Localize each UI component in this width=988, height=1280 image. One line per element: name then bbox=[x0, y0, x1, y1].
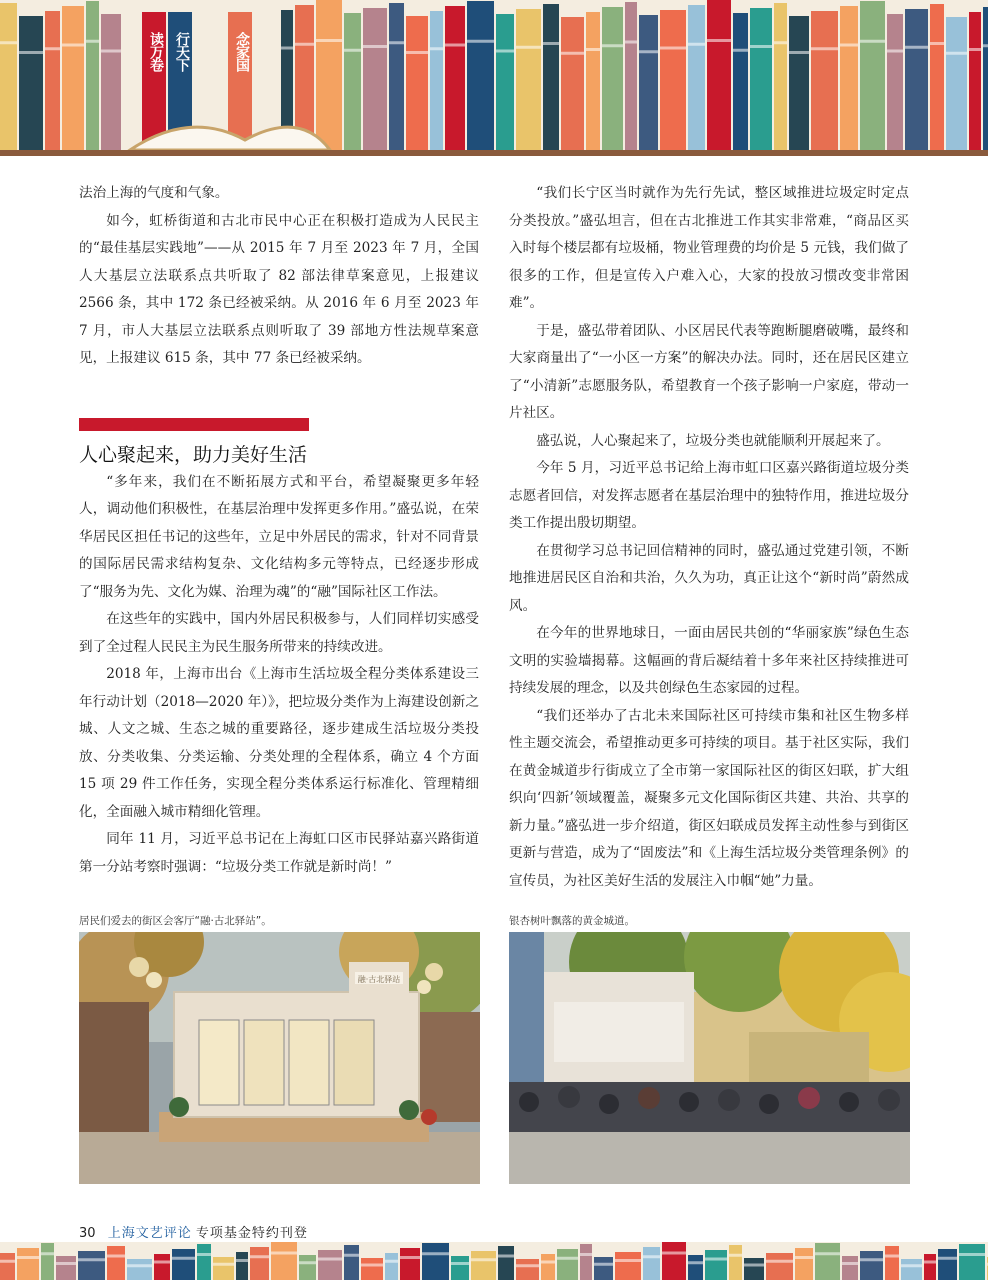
book-band bbox=[615, 1259, 641, 1262]
book-spine bbox=[516, 1259, 539, 1280]
book-spine bbox=[471, 1251, 496, 1280]
book-band bbox=[688, 1261, 703, 1264]
book-band bbox=[361, 1264, 383, 1267]
book-spine bbox=[107, 1246, 125, 1280]
book-spine bbox=[361, 1258, 383, 1280]
book-spine bbox=[969, 12, 981, 156]
book-band bbox=[688, 43, 705, 46]
book-band bbox=[860, 1258, 883, 1261]
book-band bbox=[924, 1261, 936, 1264]
book-spine bbox=[901, 1259, 922, 1280]
book-band bbox=[789, 51, 809, 54]
book-spine bbox=[615, 1252, 641, 1280]
book-band bbox=[707, 39, 731, 42]
book-spine bbox=[406, 16, 428, 156]
book-spine bbox=[774, 3, 787, 156]
book-band bbox=[541, 1261, 555, 1264]
book-band bbox=[887, 50, 903, 53]
book-band bbox=[774, 41, 787, 44]
book-band bbox=[561, 52, 584, 55]
book-band bbox=[154, 1261, 170, 1264]
book-spine bbox=[498, 1246, 514, 1280]
book-spine bbox=[688, 1255, 703, 1280]
section-accent-bar bbox=[79, 418, 309, 431]
book-spine bbox=[729, 1245, 742, 1280]
book-spine bbox=[842, 1256, 858, 1280]
section-heading: 人心聚起来，助力美好生活 bbox=[79, 443, 308, 466]
magazine-name: 上海文艺评论 bbox=[107, 1226, 192, 1241]
book-spine bbox=[197, 1244, 211, 1280]
book-band bbox=[660, 47, 686, 50]
paragraph: 在今年的世界地球日，一面由居民共创的“华丽家族”绿色生态文明的实验墙揭幕。这幅画的背后凝结着十多年来社区持续推进可持续发展的理念，以及共创绿色生态家园的过程。 bbox=[509, 625, 909, 696]
bookshelf-illustration bbox=[0, 1242, 988, 1280]
book-band bbox=[295, 43, 314, 46]
paragraph: 在贯彻学习总书记回信精神的同时，盛弘通过党建引领，不断地推进居民区自治和共治，久久为功，真正让这个“新时尚”蔚然成风。 bbox=[509, 542, 909, 614]
book-band bbox=[45, 47, 60, 50]
paragraph: “多年来，我们在不断拓展方式和平台，希望凝聚更多年轻人，调动他们积极性，在基层治理中发挥更多作用。”盛弘说，在荣华居民区担任书记的这些年，立足中外居民的需求，针对不同背景的国际居民需求结构复杂、文化结构多元等特点，已经逐步形成了“服务为先、文化为媒、治理为魂”的“融”国际社区工作法。 bbox=[79, 473, 479, 600]
book-spine bbox=[445, 6, 465, 156]
book-band bbox=[705, 1258, 727, 1261]
book-band bbox=[625, 41, 637, 44]
book-band bbox=[172, 1257, 195, 1260]
book-spine bbox=[946, 17, 967, 156]
book-band bbox=[363, 45, 387, 48]
book-spine bbox=[750, 8, 772, 156]
book-spine bbox=[45, 11, 60, 156]
book-band bbox=[885, 1255, 899, 1258]
paragraph: “我们还举办了古北未来国际社区可持续市集和社区生物多样性主题交流会，希望推动更多可持续的项目。基于社区实际，我们在黄金城道步行街成立了全市第一家国际社区的街区妇联，扩大组织向‘四新’领域覆盖，凝聚多元文化国际街区共建、共治、共享的新力量。”盛弘进一步介绍道，街区妇联成员发挥主动性参与到街区更新与营造，成为了“固废法”和《上海生活垃圾分类管理条例》的宣传员，为社区美好生活的发展注入巾帼“她”力量。 bbox=[509, 707, 909, 889]
book-band bbox=[250, 1255, 269, 1258]
book-spine bbox=[154, 1254, 170, 1280]
book-band bbox=[983, 44, 988, 47]
book-spine bbox=[422, 1243, 449, 1280]
book-band bbox=[467, 40, 494, 43]
book-spine bbox=[451, 1256, 469, 1280]
book-band bbox=[107, 1255, 125, 1258]
book-band bbox=[316, 39, 342, 42]
book-spine bbox=[363, 8, 387, 156]
book-band bbox=[639, 50, 658, 53]
book-band bbox=[197, 1253, 211, 1256]
paragraph: 在这些年的实践中，国内外居民积极参与，人们同样切实感受到了全过程人民民主为民生服务所带来的持续改进。 bbox=[79, 611, 479, 655]
book-spine bbox=[400, 1248, 420, 1280]
book-spine bbox=[496, 14, 514, 156]
book-band bbox=[471, 1258, 496, 1261]
book-band bbox=[101, 50, 121, 53]
book-spine bbox=[557, 1249, 578, 1280]
right-column bbox=[509, 180, 909, 895]
book-band bbox=[56, 1262, 76, 1265]
header-label-read: 读万卷 bbox=[148, 32, 164, 71]
book-band bbox=[842, 1262, 858, 1265]
book-spine bbox=[543, 4, 559, 156]
book-spine bbox=[924, 1254, 936, 1280]
book-band bbox=[19, 51, 43, 54]
book-band bbox=[236, 1259, 248, 1262]
book-band bbox=[498, 1255, 514, 1258]
book-spine bbox=[19, 16, 43, 156]
book-band bbox=[766, 1260, 793, 1263]
bookshelf-header bbox=[0, 0, 988, 156]
book-spine bbox=[250, 1247, 269, 1280]
book-spine bbox=[430, 11, 443, 156]
book-spine bbox=[561, 17, 584, 156]
book-band bbox=[451, 1262, 469, 1265]
footer-note: 专项基金特约刊登 bbox=[195, 1226, 308, 1241]
book-band bbox=[344, 49, 361, 52]
book-spine bbox=[389, 3, 404, 156]
book-spine bbox=[983, 7, 988, 156]
book-band bbox=[213, 1263, 234, 1266]
book-band bbox=[299, 1261, 316, 1264]
paragraph: 盛弘说，人心聚起来了，垃圾分类也就能顺利开展起来了。 bbox=[536, 432, 890, 449]
book-spine bbox=[660, 10, 686, 156]
book-spine bbox=[887, 14, 903, 156]
book-spine bbox=[213, 1257, 234, 1280]
paragraph: 于是，盛弘带着团队、小区居民代表等跑断腿磨破嘴，最终和大家商量出了“一小区一方案”的解决办法。同时，还在居民区建立了“小清新”志愿服务队，希望教育一个孩子影响一户家庭，带动一片社区。 bbox=[509, 322, 909, 421]
book-spine bbox=[17, 1248, 39, 1280]
book-band bbox=[516, 1264, 539, 1267]
book-spine bbox=[643, 1247, 660, 1280]
header-label-homeland: 念家国 bbox=[234, 32, 250, 71]
book-band bbox=[840, 44, 858, 47]
book-band bbox=[586, 48, 600, 51]
book-spine bbox=[580, 1244, 592, 1280]
book-spine bbox=[639, 15, 658, 156]
book-band bbox=[385, 1260, 398, 1263]
book-band bbox=[0, 1260, 15, 1263]
book-spine bbox=[707, 0, 731, 156]
header-label-travel: 行天下 bbox=[174, 32, 190, 71]
paragraph: 2018 年，上海市出台《上海市生活垃圾全程分类体系建设三年行动计划（2018—2020 年）》，把垃圾分类作为上海建设创新之城、人文之城、生态之城的重要路径，逐步建成生活垃圾分类投放、分类收集、分类运输、分类处理的全程体系，确立 4 个方面 15 项 29 件工作任务，实现全程分类体系运行标准化、管理精细化，全面融入城市精细化管理。 bbox=[79, 666, 479, 820]
book-spine bbox=[318, 1250, 342, 1280]
book-band bbox=[733, 49, 748, 52]
book-spine bbox=[172, 1249, 195, 1280]
book-spine bbox=[86, 1, 99, 156]
book-band bbox=[557, 1257, 578, 1260]
book-spine bbox=[811, 11, 838, 156]
book-band bbox=[516, 46, 541, 49]
book-band bbox=[78, 1258, 105, 1261]
book-band bbox=[905, 46, 928, 49]
book-spine bbox=[0, 3, 17, 156]
paragraph: “我们长宁区当时就作为先行先试，整区域推进垃圾定时定点分类投放。”盛弘坦言，但在古北推进工作其实非常难，“商品区买入时每个楼层都有垃圾桶，物业管理费的均价是 5 元钱，我们做了很多的工作，但是宣传入户难入心，大家的投放习惯改变非常困难”。 bbox=[509, 185, 909, 311]
shelf-board bbox=[0, 150, 988, 156]
book-spine bbox=[705, 1250, 727, 1280]
book-spine bbox=[766, 1253, 793, 1280]
book-spine bbox=[959, 1244, 985, 1280]
photo-kiosk bbox=[79, 932, 480, 1184]
book-spine bbox=[0, 1253, 15, 1280]
book-spine bbox=[467, 1, 494, 156]
book-band bbox=[811, 47, 838, 50]
paragraph: 同年 11 月，习近平总书记在上海虹口区市民驿站嘉兴路街道第一分站考察时强调：“垃圾分类工作就是新时尚！” bbox=[79, 831, 479, 875]
book-spine bbox=[860, 1251, 883, 1280]
book-spine bbox=[594, 1257, 613, 1280]
page-number: 30 bbox=[79, 1226, 96, 1241]
book-spine bbox=[344, 13, 361, 156]
book-spine bbox=[840, 6, 858, 156]
book-band bbox=[318, 1258, 342, 1261]
book-band bbox=[496, 50, 514, 53]
book-band bbox=[946, 52, 967, 55]
paragraph: 法治上海的气度和气象。 bbox=[79, 185, 229, 201]
book-band bbox=[271, 1252, 297, 1255]
paragraph: 今年 5 月，习近平总书记给上海市虹口区嘉兴路街道垃圾分类志愿者回信，对发挥志愿者在基层治理中的独特作用，推进垃圾分类工作提出殷切期望。 bbox=[509, 460, 909, 531]
book-spine bbox=[236, 1252, 248, 1280]
book-spine bbox=[101, 14, 121, 156]
book-spine bbox=[56, 1256, 76, 1280]
book-spine bbox=[271, 1242, 297, 1280]
book-spine bbox=[930, 4, 944, 156]
book-band bbox=[744, 1264, 764, 1267]
book-band bbox=[406, 51, 428, 54]
book-band bbox=[445, 44, 465, 47]
book-spine bbox=[586, 12, 600, 156]
book-spine bbox=[78, 1251, 105, 1280]
book-spine bbox=[795, 1248, 813, 1280]
book-spine bbox=[885, 1246, 899, 1280]
book-band bbox=[860, 40, 885, 43]
book-band bbox=[430, 47, 443, 50]
book-band bbox=[422, 1252, 449, 1255]
book-spine bbox=[299, 1255, 316, 1280]
book-spine bbox=[516, 9, 541, 156]
book-band bbox=[750, 45, 772, 48]
book-band bbox=[930, 42, 944, 45]
book-band bbox=[62, 44, 84, 47]
book-spine bbox=[385, 1253, 398, 1280]
book-band bbox=[543, 42, 559, 45]
book-band bbox=[580, 1253, 592, 1256]
book-band bbox=[400, 1256, 420, 1259]
book-spine bbox=[316, 0, 342, 156]
book-band bbox=[662, 1252, 686, 1255]
book-spine bbox=[602, 7, 623, 156]
book-band bbox=[901, 1264, 922, 1267]
book-spine bbox=[860, 1, 885, 156]
book-spine bbox=[938, 1249, 957, 1280]
book-band bbox=[594, 1263, 613, 1266]
book-band bbox=[127, 1264, 152, 1267]
book-spine bbox=[789, 16, 809, 156]
kiosk-sign: 融·古北驿站 bbox=[357, 975, 401, 984]
book-spine bbox=[744, 1258, 764, 1280]
book-spine bbox=[905, 9, 928, 156]
book-band bbox=[729, 1254, 742, 1257]
bookshelf-illustration bbox=[0, 0, 988, 156]
book-spine bbox=[625, 2, 637, 156]
book-spine bbox=[62, 6, 84, 156]
book-band bbox=[41, 1252, 54, 1255]
book-band bbox=[86, 40, 99, 43]
book-band bbox=[969, 48, 981, 51]
paragraph: 如今，虹桥街道和古北市民中心正在积极打造成为人民民主的“最佳基层实践地”——从 2015 年 7 月至 2023 年 7 月，全国人大基层立法联系点共听取了 82 部法律草案意见，上报建议 2566 条，其中 172 条已经被采纳。从 2016 年 6 月至 2023 年 7 月，市人大基层立法联系点则听取了 39 部地方性法规草案意见，上报建议 615 条，其中 77 条已经被采纳。 bbox=[79, 212, 479, 366]
book-band bbox=[344, 1254, 359, 1257]
bookshelf-footer bbox=[0, 1242, 988, 1280]
book-band bbox=[959, 1253, 985, 1256]
book-spine bbox=[688, 5, 705, 156]
book-band bbox=[281, 47, 293, 50]
page-footer bbox=[79, 1225, 308, 1243]
book-spine bbox=[41, 1243, 54, 1280]
book-spine bbox=[127, 1259, 152, 1280]
book-band bbox=[815, 1252, 840, 1255]
book-band bbox=[602, 44, 623, 47]
book-spine bbox=[662, 1242, 686, 1280]
book-spine bbox=[541, 1254, 555, 1280]
book-spine bbox=[344, 1245, 359, 1280]
book-band bbox=[643, 1255, 660, 1258]
book-band bbox=[795, 1256, 813, 1259]
book-spine bbox=[815, 1243, 840, 1280]
book-band bbox=[17, 1256, 39, 1259]
book-spine bbox=[733, 13, 748, 156]
photo-street-crowd bbox=[509, 932, 910, 1184]
photo-caption-left: 居民们爱去的街区会客厅“融·古北驿站”。 bbox=[79, 915, 272, 927]
photo-caption-right: 银杏树叶飘落的黄金城道。 bbox=[509, 915, 635, 927]
book-band bbox=[938, 1257, 957, 1260]
book-band bbox=[389, 41, 404, 44]
book-band bbox=[0, 41, 17, 44]
left-column bbox=[79, 180, 479, 881]
